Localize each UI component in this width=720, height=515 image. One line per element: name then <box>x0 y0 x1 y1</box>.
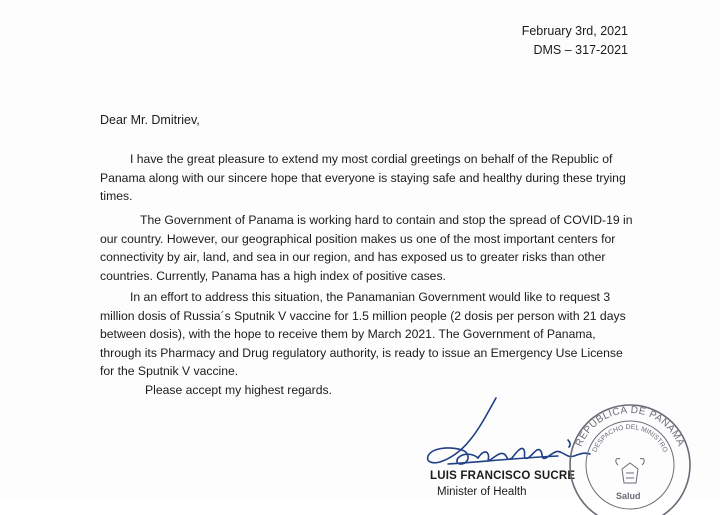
paragraph-request: In an effort to address this situation, the Panamanian Government would like to request 3 million dosis of Russia´s Sputnik V vaccine for 1.5 million people (2 dosis per person with 21 days between dosis), with the hope to receive them by March 2021. The Government of Panama, through its Pharmacy and Drug regulatory authority, is ready to issue an Emergency Use License for the Sputnik V vaccine. <box>100 290 626 379</box>
letter-date: February 3rd, 2021 <box>521 24 628 38</box>
svg-text:REPÚBLICA DE PANAMÁ: REPÚBLICA DE PANAMÁ <box>573 404 687 449</box>
svg-text:Salud: Salud <box>616 491 641 501</box>
signer-name: LUIS FRANCISCO SUCRE <box>430 470 576 482</box>
paragraph-greeting: I have the great pleasure to extend my most cordial greetings on behalf of the Republic of Panama along with our sincere hope that everyone is staying safe and healthy during these trying times. <box>100 152 626 204</box>
signer-title: Minister of Health <box>437 486 527 498</box>
closing-line: Please accept my highest regards. <box>145 383 332 397</box>
official-stamp <box>560 395 695 515</box>
letter-reference: DMS – 317-2021 <box>533 43 628 57</box>
letter-header <box>522 22 628 60</box>
salutation: Dear Mr. Dmitriev, <box>100 113 200 127</box>
paragraph-situation: The Government of Panama is working hard to contain and stop the spread of COVID-19 in our country. However, our geographical position makes us one of the most important centers for connectivity by air, land, and sea in our region, and has exposed us to greater risks than other countries. Currently, Panama has a high index of positive cases. <box>100 213 633 283</box>
svg-text:DESPACHO DEL MINISTRO: DESPACHO DEL MINISTRO <box>591 423 669 454</box>
